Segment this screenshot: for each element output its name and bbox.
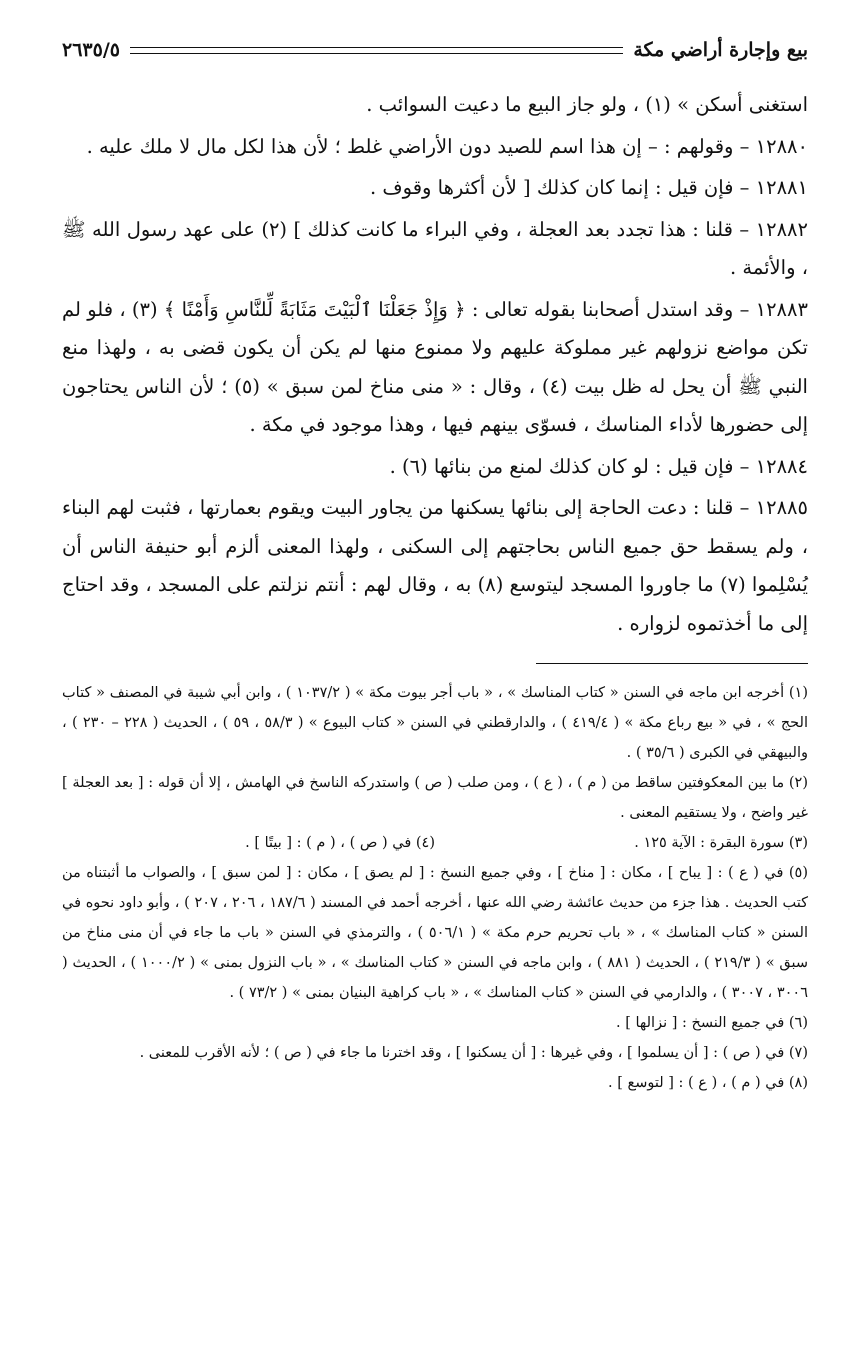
main-text <box>62 86 808 643</box>
paragraph: ١٢٨٨٥ – قلنا : دعت الحاجة إلى بنائها يسكنها من يجاور البيت ويقوم بعمارتها ، فثبت لهم البناء ، ولم يسقط حق جميع الناس بحاجتهم إلى السكنى ، ولهذا المعنى ألزم أبو حنيفة الناس أن يُسْلِموا (٧) ما جاوروا المسجد ليتوسع (٨) به ، وقال لهم : أنتم نزلتم على المسجد ، وقد احتاج إلى ما أخذتموه لزواره . <box>62 496 808 635</box>
footnote: (٥) في ( ع ) : [ يباح ] ، مكان : [ مناخ ] ، وفي جميع النسخ : [ لم يصق ] ، مكان : [ لمن سبق ] ، والصواب ما أثبتناه من كتب الحديث . هذا جزء من حديث عائشة رضي الله عنها ، أخرجه أحمد في المسند ( ١٨٧/٦ ، ٢٠٦ ، ٢٠٧ ) ، وأبو داود نحوه في السنن « كتاب المناسك » ، « باب تحريم حرم مكة » ( ٥٠٦/١ ) ، والترمذي في السنن « باب ما جاء في أن منى مناخ من سبق » ( ٢١٩/٣ ) ، الحديث ( ٨٨١ ) ، وابن ماجه في السنن « كتاب المناسك » ، « باب النزول بمنى » ( ١٠٠٠/٢ ) ، الحديث ( ٣٠٠٦ ، ٣٠٠٧ ) ، والدارمي في السنن « كتاب المناسك » ، « باب كراهية البنيان بمنى » ( ٧٣/٢ ) . <box>62 865 809 1001</box>
book-page <box>62 28 808 1098</box>
footnote: (١) أخرجه ابن ماجه في السنن « كتاب المناسك » ، « باب أجر بيوت مكة » ( ١٠٣٧/٢ ) ، وابن أبي شيبة في المصنف « كتاب الحج » ، في « بيع رباع مكة » ( ٤١٩/٤ ) ، والدارقطني في السنن « كتاب البيوع » ( ٥٨/٣ ، ٥٩ ) ، الحديث ( ٢٢٨ – ٢٣٠ ) ، والبيهقي في الكبرى ( ٣٥/٦ ) . <box>62 685 808 761</box>
paragraph: ١٢٨٨٤ – فإن قيل : لو كان كذلك لمنع من بنائها (٦) . <box>389 454 808 478</box>
paragraph: ١٢٨٨٠ – وقولهم : – إن هذا اسم للصيد دون الأراضي غلط ؛ لأن هذا لكل مال لا ملك عليه . <box>86 134 808 158</box>
footnote-separator <box>536 663 808 664</box>
paragraph: استغنى أسكن » (١) ، ولو جاز البيع ما دعيت السوائب . <box>366 93 808 116</box>
footnotes <box>62 678 808 1098</box>
paragraph: ١٢٨٨٢ – قلنا : هذا تجدد بعد العجلة ، وفي البراء ما كانت كذلك ] (٢) على عهد رسول الله ﷺ ، والأئمة . <box>62 217 808 279</box>
footnote: (٦) في جميع النسخ : [ نزالها ] . <box>616 1015 808 1031</box>
footnote: (٣) سورة البقرة : الآية ١٢٥ . <box>634 835 808 851</box>
footnote: (٨) في ( م ) ، ( ع ) : [ لتوسع ] . <box>608 1075 808 1091</box>
header-rule <box>130 47 623 54</box>
running-header <box>62 28 808 72</box>
footnote: (٤) في ( ص ) ، ( م ) : [ بيتًا ] . <box>245 835 435 851</box>
footnote: (٧) في ( ص ) : [ أن يسلموا ] ، وفي غيرها : [ أن يسكنوا ] ، وقد اخترنا ما جاء في ( ص ) ؛ لأنه الأقرب للمعنى . <box>139 1045 808 1061</box>
page-number: ٢٦٣٥/٥ <box>62 39 120 61</box>
paragraph: ١٢٨٨١ – فإن قيل : إنما كان كذلك [ لأن أكثرها وقوف . <box>370 176 808 199</box>
footnote-row <box>62 828 808 858</box>
running-title: بيع وإجارة أراضي مكة <box>633 39 808 61</box>
footnote: (٢) ما بين المعكوفتين ساقط من ( م ) ، ( ع ) ، ومن صلب ( ص ) واستدركه الناسخ في الهامش ، إلا أن قوله : [ بعد العجلة ] غير واضح ، ولا يستقيم المعنى . <box>62 775 808 821</box>
paragraph: ١٢٨٨٣ – وقد استدل أصحابنا بقوله تعالى : ﴿ وَإِذْ جَعَلْنَا ٱلْبَيْتَ مَثَابَةً لِّلنَّاسِ وَأَمْنًا ﴾ (٣) ، فلو لم تكن مواضع نزولهم غير مملوكة عليهم ولا ممنوع منها لم يكن أن يكون قضى به ، ولهذا منع النبي ﷺ أن يحل له ظل بيت (٤) ، وقال : « منى مناخ لمن سبق » (٥) ؛ لأن الناس يحتاجون إلى حضورها لأداء المناسك ، فسوّى بينهم فيها ، وهذا موجود في مكة . <box>62 297 808 436</box>
